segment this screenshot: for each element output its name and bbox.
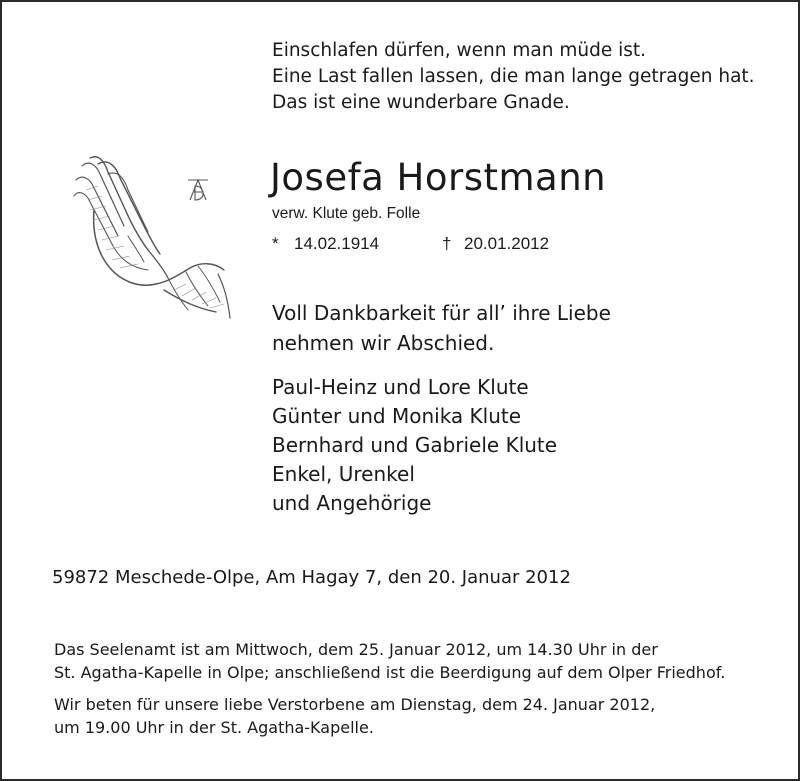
mourner-entry: Bernhard und Gabriele Klute <box>272 433 558 457</box>
mourner-entry: Paul-Heinz und Lore Klute <box>272 375 529 399</box>
deceased-name: Josefa Horstmann <box>270 156 607 199</box>
death-date: 20.01.2012 <box>464 234 550 253</box>
mourners-list <box>272 373 557 518</box>
motto-verse <box>272 38 755 116</box>
gratitude-line: Voll Dankbarkeit für all’ ihre Liebe <box>272 301 611 325</box>
mourner-entry: Günter und Monika Klute <box>272 404 522 428</box>
monogram-icon <box>188 180 208 200</box>
gratitude-statement <box>272 298 611 358</box>
praying-hands-icon <box>68 150 236 326</box>
address-line: 59872 Meschede-Olpe, Am Hagay 7, den 20. Januar 2012 <box>52 567 571 588</box>
motto-line: Das ist eine wunderbare Gnade. <box>272 92 570 113</box>
service-line: St. Agatha-Kapelle in Olpe; anschließend ist die Beerdigung auf dem Olper Friedhof. <box>54 663 726 682</box>
service-line: Das Seelenamt ist am Mittwoch, dem 25. Januar 2012, um 14.30 Uhr in der <box>54 640 658 659</box>
death-cross-icon: † <box>442 234 452 253</box>
birth-date-line <box>272 232 379 256</box>
motto-line: Eine Last fallen lassen, die man lange getragen hat. <box>272 66 755 87</box>
funeral-service-info <box>54 638 725 684</box>
birth-star-icon: * <box>272 234 279 253</box>
death-date-line <box>442 232 549 256</box>
mourner-entry: und Angehörige <box>272 491 432 515</box>
maiden-names: verw. Klute geb. Folle <box>272 205 421 222</box>
birth-date: 14.02.1914 <box>294 234 380 253</box>
gratitude-line: nehmen wir Abschied. <box>272 331 495 355</box>
motto-line: Einschlafen dürfen, wenn man müde ist. <box>272 40 646 61</box>
prayer-line: Wir beten für unsere liebe Verstorbene am Dienstag, dem 24. Januar 2012, <box>54 695 656 714</box>
prayer-line: um 19.00 Uhr in der St. Agatha-Kapelle. <box>54 718 374 737</box>
mourner-entry: Enkel, Urenkel <box>272 462 415 486</box>
prayer-service-info <box>54 693 655 739</box>
